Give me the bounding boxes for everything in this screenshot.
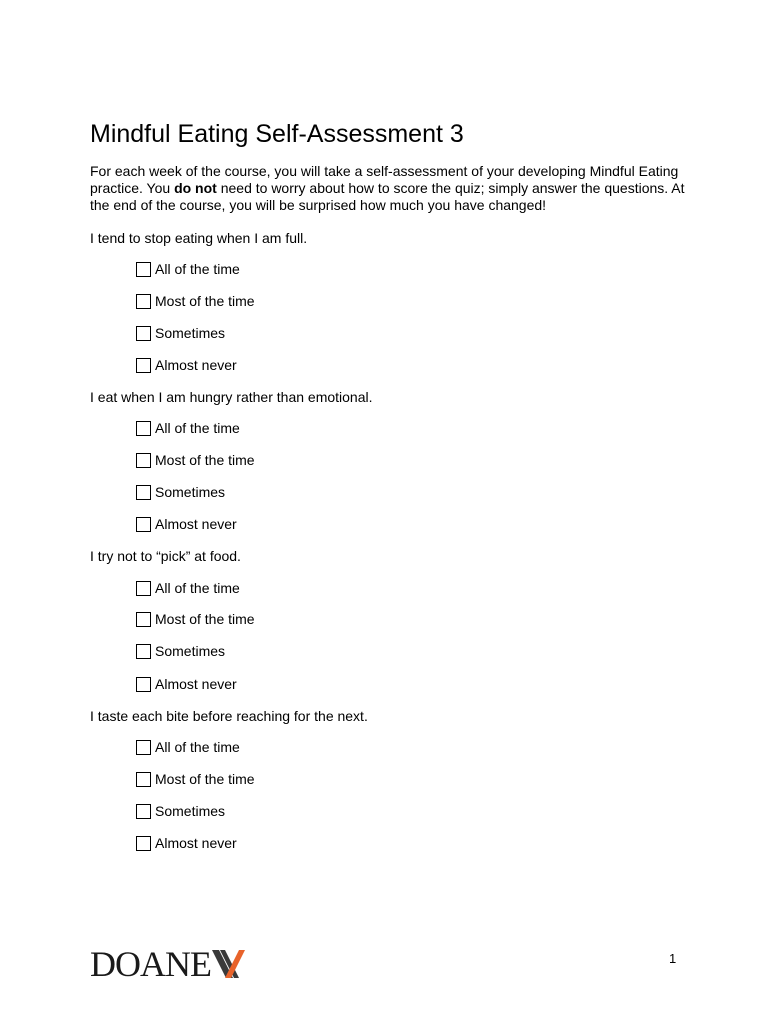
option-label: Most of the time bbox=[155, 771, 255, 787]
checkbox[interactable] bbox=[136, 262, 151, 277]
checkbox[interactable] bbox=[136, 804, 151, 819]
question-1: I tend to stop eating when I am full. bbox=[90, 230, 308, 246]
q3-option-all-of-the-time[interactable] bbox=[136, 579, 240, 597]
q3-option-most-of-the-time[interactable] bbox=[136, 610, 255, 628]
checkbox[interactable] bbox=[136, 358, 151, 373]
option-label: Almost never bbox=[155, 357, 237, 373]
doane-logo bbox=[90, 944, 246, 984]
question-2: I eat when I am hungry rather than emotional. bbox=[90, 389, 373, 405]
checkbox[interactable] bbox=[136, 517, 151, 532]
checkbox[interactable] bbox=[136, 326, 151, 341]
q1-option-all-of-the-time[interactable] bbox=[136, 260, 240, 278]
checkbox[interactable] bbox=[136, 836, 151, 851]
q4-option-most-of-the-time[interactable] bbox=[136, 770, 255, 788]
checkbox[interactable] bbox=[136, 485, 151, 500]
q4-option-all-of-the-time[interactable] bbox=[136, 738, 240, 756]
q1-option-sometimes[interactable] bbox=[136, 324, 225, 342]
intro-paragraph bbox=[90, 163, 690, 214]
logo-wordmark: DOANE bbox=[90, 944, 211, 984]
option-label: Sometimes bbox=[155, 484, 226, 500]
page-number: 1 bbox=[669, 951, 677, 966]
option-label: Sometimes bbox=[155, 325, 226, 341]
option-label: Almost never bbox=[155, 835, 237, 851]
option-label: Most of the time bbox=[155, 611, 255, 627]
q1-option-almost-never[interactable] bbox=[136, 356, 237, 374]
option-label: All of the time bbox=[155, 739, 240, 755]
option-label: Almost never bbox=[155, 516, 237, 532]
option-label: All of the time bbox=[155, 580, 240, 596]
q2-option-most-of-the-time[interactable] bbox=[136, 451, 255, 469]
checkbox[interactable] bbox=[136, 581, 151, 596]
q3-option-sometimes[interactable] bbox=[136, 642, 225, 660]
checkbox[interactable] bbox=[136, 644, 151, 659]
q2-option-almost-never[interactable] bbox=[136, 515, 237, 533]
question-4: I taste each bite before reaching for the next. bbox=[90, 708, 368, 724]
option-label: All of the time bbox=[155, 261, 240, 277]
q2-option-all-of-the-time[interactable] bbox=[136, 419, 240, 437]
q4-option-almost-never[interactable] bbox=[136, 834, 237, 852]
checkbox[interactable] bbox=[136, 740, 151, 755]
q3-option-almost-never[interactable] bbox=[136, 675, 237, 693]
q1-option-most-of-the-time[interactable] bbox=[136, 292, 255, 310]
checkbox[interactable] bbox=[136, 294, 151, 309]
checkbox[interactable] bbox=[136, 772, 151, 787]
intro-text-part1: For each week of the course, you will take a self-assessment of your developing Mindful Eating practice. You bbox=[90, 163, 679, 196]
intro-bold-text: do not bbox=[174, 180, 217, 196]
option-label: Almost never bbox=[155, 676, 237, 692]
checkbox[interactable] bbox=[136, 677, 151, 692]
checkbox[interactable] bbox=[136, 612, 151, 627]
option-label: Sometimes bbox=[155, 803, 226, 819]
checkbox[interactable] bbox=[136, 453, 151, 468]
option-label: Most of the time bbox=[155, 452, 255, 468]
page-title: Mindful Eating Self-Assessment 3 bbox=[90, 120, 464, 148]
q4-option-sometimes[interactable] bbox=[136, 802, 225, 820]
question-3: I try not to “pick” at food. bbox=[90, 548, 241, 564]
checkbox[interactable] bbox=[136, 421, 151, 436]
option-label: Sometimes bbox=[155, 643, 226, 659]
intro-text-part2: need to worry about how to score the quiz; simply answer the questions. At the end of the course, you will be surprised how much you have changed! bbox=[90, 180, 685, 213]
option-label: Most of the time bbox=[155, 293, 255, 309]
doane-x-logo-icon bbox=[212, 949, 246, 979]
q2-option-sometimes[interactable] bbox=[136, 483, 225, 501]
option-label: All of the time bbox=[155, 420, 240, 436]
